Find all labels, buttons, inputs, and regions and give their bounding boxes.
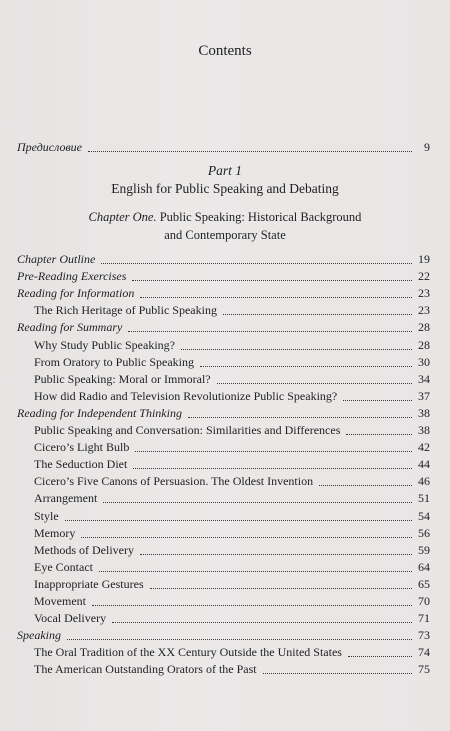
toc-entry	[34, 575, 430, 592]
toc-entry-title: How did Radio and Television Revolutionize Public Speaking?	[34, 388, 338, 403]
toc-page-number: 64	[418, 559, 430, 574]
dot-leader	[81, 537, 412, 538]
part-title: English for Public Speaking and Debating	[111, 181, 339, 196]
dot-leader	[217, 383, 412, 384]
toc-entry	[34, 472, 430, 489]
dot-leader	[200, 366, 412, 367]
toc-entry-title: Vocal Delivery	[34, 611, 107, 626]
toc-page-number: 28	[418, 320, 430, 335]
toc-entry	[34, 609, 430, 626]
dot-leader	[133, 468, 412, 469]
dot-leader	[88, 151, 412, 152]
toc-page-number: 34	[418, 371, 430, 386]
toc-entry-title: Why Study Public Speaking?	[34, 337, 175, 352]
toc-entry-title: Reading for Independent Thinking	[17, 405, 182, 420]
chapter-title-line-2: and Contemporary State	[164, 228, 286, 242]
dot-leader	[263, 673, 412, 674]
toc-entry-title: Memory	[34, 525, 76, 540]
toc-entry	[34, 353, 430, 370]
toc-entry	[34, 336, 430, 353]
toc-page-number: 38	[418, 405, 430, 420]
dot-leader	[112, 622, 412, 623]
toc-page-number: 73	[418, 628, 430, 643]
toc-page-number: 70	[418, 594, 430, 608]
toc-page-number: 46	[418, 474, 430, 489]
dot-leader	[319, 485, 412, 486]
toc-page-number: 59	[418, 542, 430, 557]
dot-leader	[65, 520, 412, 521]
toc-entry-title: Reading for Information	[17, 286, 135, 301]
toc-page-number: 23	[418, 286, 430, 301]
toc-entry	[34, 301, 430, 318]
toc-entry-title: Public Speaking and Conversation: Similarities and Differences	[34, 423, 341, 437]
toc-entry-title: Eye Contact	[34, 559, 93, 574]
dot-leader	[135, 451, 412, 452]
toc-page-number: 23	[418, 303, 430, 318]
toc-entry-title: The Seduction Diet	[34, 457, 128, 472]
toc-entry	[34, 507, 430, 524]
toc-entry-title: The American Outstanding Orators of the Past	[34, 662, 257, 677]
toc-page-number: 37	[418, 388, 430, 403]
toc-entry-title: Cicero’s Five Canons of Persuasion. The Oldest Invention	[34, 474, 314, 489]
chapter-title-part-1: Public Speaking: Historical Background	[159, 210, 362, 224]
toc-entry-title: The Rich Heritage of Public Speaking	[34, 303, 217, 318]
toc-entry-title: Style	[34, 508, 59, 523]
toc-entry	[34, 660, 430, 677]
dot-leader	[181, 349, 412, 350]
toc-page-number: 38	[418, 423, 430, 437]
toc-entry	[34, 370, 430, 387]
toc-entry	[34, 489, 430, 506]
toc-entry-title: From Oratory to Public Speaking	[34, 354, 194, 369]
dot-leader	[132, 280, 412, 281]
toc-entry-title: Cicero’s Light Bulb	[34, 440, 130, 455]
toc-entry	[17, 138, 430, 155]
toc-page-number: 71	[418, 611, 430, 626]
toc-entry	[17, 318, 430, 335]
toc-entry-title: Chapter Outline	[17, 252, 96, 266]
toc-entry	[17, 267, 430, 284]
dot-leader	[343, 400, 412, 401]
toc-entry	[17, 250, 430, 267]
toc-entry	[34, 438, 430, 455]
toc-entry-title: Pre-Reading Exercises	[17, 269, 127, 284]
part-label: Part 1	[207, 163, 243, 178]
toc-entry	[34, 541, 430, 558]
toc-page-number: 74	[418, 645, 430, 660]
dot-leader	[346, 434, 412, 435]
dot-leader	[140, 297, 412, 298]
toc-entry-title: The Oral Tradition of the XX Century Outside the United States	[34, 645, 342, 660]
toc-page-number: 75	[418, 662, 430, 677]
toc-entry-title: Предисловие	[17, 140, 83, 154]
toc-page-number: 56	[418, 525, 430, 540]
toc-page-number: 30	[418, 354, 430, 369]
toc-entry	[17, 404, 430, 421]
toc-entry-title: Reading for Summary	[17, 320, 123, 335]
toc-page-number: 42	[418, 440, 430, 455]
dot-leader	[128, 331, 412, 332]
toc-page-number: 9	[424, 140, 430, 154]
toc-entry-title: Movement	[34, 594, 86, 608]
toc-page-number: 51	[418, 491, 430, 506]
toc-entry	[34, 558, 430, 575]
contents-title: Contents	[198, 43, 252, 59]
chapter-title-line-1	[0, 208, 450, 226]
toc-page-number: 54	[418, 508, 430, 523]
toc-entry-title: Methods of Delivery	[34, 542, 134, 557]
toc-page-number: 22	[418, 269, 430, 284]
dot-leader	[140, 554, 412, 555]
dot-leader	[101, 263, 412, 264]
toc-page-number: 19	[418, 252, 430, 266]
toc-page-number: 28	[418, 337, 430, 352]
dot-leader	[99, 571, 412, 572]
dot-leader	[188, 417, 412, 418]
chapter-label: Chapter One.	[88, 210, 157, 224]
toc-page-number: 44	[418, 457, 430, 472]
toc-page-number: 65	[418, 576, 430, 591]
chapter-heading	[0, 208, 450, 244]
toc-entry	[34, 592, 430, 609]
toc-entry	[17, 626, 430, 643]
toc-entry-title: Speaking	[17, 628, 61, 643]
toc-entry	[34, 524, 430, 541]
toc-entry-title: Inappropriate Gestures	[34, 576, 144, 591]
dot-leader	[67, 639, 412, 640]
toc-entry	[34, 387, 430, 404]
dot-leader	[150, 588, 412, 589]
dot-leader	[223, 314, 412, 315]
dot-leader	[103, 502, 412, 503]
dot-leader	[92, 605, 412, 606]
toc-entry-title: Public Speaking: Moral or Immoral?	[34, 371, 211, 386]
toc-entry	[34, 421, 430, 438]
toc-entry	[34, 455, 430, 472]
dot-leader	[348, 656, 412, 657]
toc-entry-title: Arrangement	[34, 491, 98, 506]
toc-entry	[34, 643, 430, 660]
toc-entry	[17, 284, 430, 301]
